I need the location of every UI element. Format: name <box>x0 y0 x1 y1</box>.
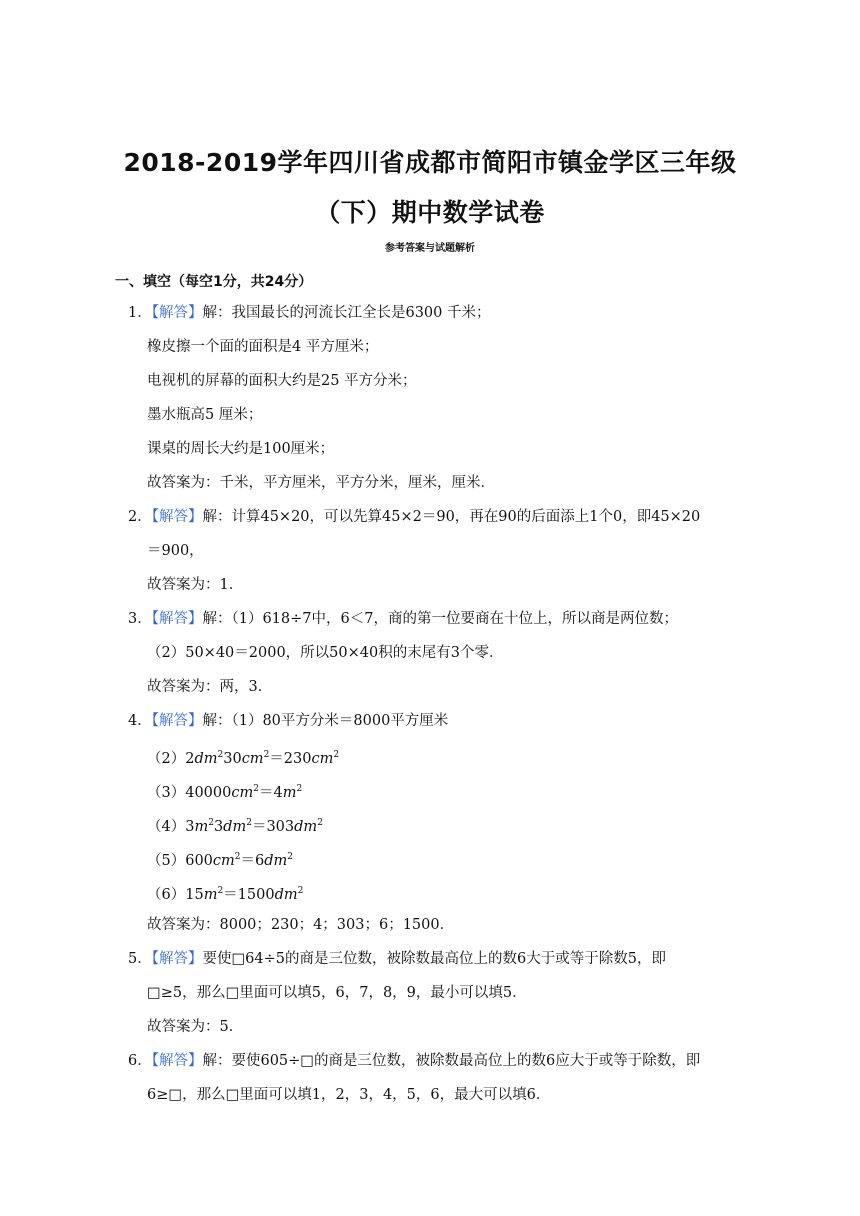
question-4-answer: 故答案为：8000；230；4；303；6；1500． <box>147 917 455 933</box>
question-5-line-1 <box>128 949 666 969</box>
document-title-line-1: 2018-2019学年四川省成都市简阳市镇金学区三年级 <box>123 148 737 177</box>
question-number: 6． <box>128 1053 152 1069</box>
question-number: 5． <box>128 951 152 967</box>
question-2-line-2: ＝900， <box>147 543 204 559</box>
question-number: 3． <box>128 611 152 627</box>
question-3-answer: 故答案为：两，3． <box>147 679 273 695</box>
question-1-line-1 <box>128 303 491 323</box>
question-4-item-5: $(5)600cm^2=6dm^2$ <box>147 852 294 869</box>
question-5-line-2: □≥5，那么□里面可以填5，6，7，8，9，最小可以填5． <box>147 985 527 1001</box>
question-1-line-3: 电视机的屏幕的面积大约是25 平方分米； <box>147 373 417 389</box>
answer-text: 要使□64÷5的商是三位数，被除数最高位上的数6大于或等于除数5，即 <box>202 951 666 967</box>
question-number: 2． <box>128 509 152 525</box>
question-4-item-2: $(2)2dm^230cm^2=230cm^2$ <box>147 750 340 767</box>
answer-text: 解：（1）80平方分米＝8000平方厘米 <box>202 713 449 729</box>
question-6-line-1 <box>128 1051 700 1071</box>
question-3-line-2: （2）50×40＝2000，所以50×40积的末尾有3个零． <box>147 645 504 661</box>
question-3-line-1 <box>128 609 678 629</box>
answer-tag: 【解答】 <box>151 713 203 729</box>
answer-text: 解：计算45×20，可以先算45×2＝90，再在90的后面添上1个0，即45×20 <box>202 509 701 525</box>
answer-text: 解：要使605÷□的商是三位数，被除数最高位上的数6应大于或等于除数，即 <box>202 1053 701 1069</box>
question-1-line-5: 课桌的周长大约是100厘米； <box>147 441 335 457</box>
question-4-item-6: $(6)15m^2=1500dm^2$ <box>147 886 304 903</box>
answer-tag: 【解答】 <box>151 1053 203 1069</box>
answer-tag: 【解答】 <box>151 611 203 627</box>
question-4-item-3: $(3)40000cm^2=4m^2$ <box>147 784 303 801</box>
document-subtitle: 参考答案与试题解析 <box>385 243 475 254</box>
question-2-answer: 故答案为：1． <box>147 577 244 593</box>
question-2-line-1 <box>128 507 700 527</box>
question-number: 1． <box>128 305 152 321</box>
question-6-line-2: 6≥□，那么□里面可以填1，2，3，4，5，6，最大可以填6． <box>147 1087 551 1103</box>
question-1-line-4: 墨水瓶高5 厘米； <box>147 407 263 423</box>
question-1-answer: 故答案为：千米，平方厘米，平方分米，厘米，厘米． <box>147 475 495 491</box>
answer-text: 解：（1）618÷7中，6＜7，商的第一位要商在十位上，所以商是两位数； <box>202 611 678 627</box>
answer-tag: 【解答】 <box>151 509 203 525</box>
answer-tag: 【解答】 <box>151 305 203 321</box>
question-1-line-2: 橡皮擦一个面的面积是4 平方厘米； <box>147 339 379 355</box>
section-heading: 一、填空（每空1分，共24分） <box>115 274 313 290</box>
question-number: 4． <box>128 713 152 729</box>
answer-text: 解：我国最长的河流长江全长是6300 千米； <box>202 305 491 321</box>
question-5-answer: 故答案为：5． <box>147 1019 244 1035</box>
question-4-item-4: $(4)3m^23dm^2=303dm^2$ <box>147 818 323 835</box>
question-4-line-1 <box>128 711 448 731</box>
answer-tag: 【解答】 <box>151 951 203 967</box>
document-title-line-2: （下）期中数学试卷 <box>315 198 545 227</box>
